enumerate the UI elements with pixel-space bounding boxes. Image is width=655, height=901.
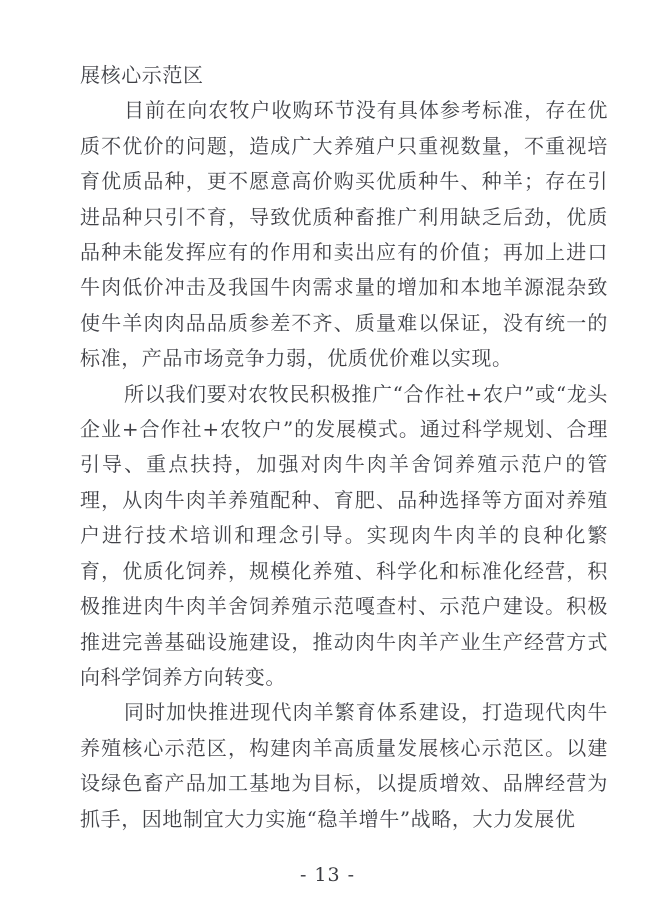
paragraph: 同时加快推进现代肉羊繁育体系建设，打造现代肉牛养殖核心示范区，构建肉羊高质量发展核心示范区。以建设绿色畜产品加工基地为目标，以提质增效、品牌经营为抓手，因地制宜大力实施“稳羊增牛”战略，大力发展优 (80, 700, 608, 831)
page-number: - 13 - (299, 864, 356, 886)
document-body (80, 58, 608, 837)
paragraph: 目前在向农牧户收购环节没有具体参考标准，存在优质不优价的问题，造成广大养殖户只重视数量，不重视培育优质品种，更不愿意高价购买优质种牛、种羊；存在引进品种只引不育，导致优质种畜推广利用缺乏后劲，优质品种未能发挥应有的作用和卖出应有的价值；再加上进口牛肉低价冲击及我国牛肉需求量的增加和本地羊源混杂致使牛羊肉肉品品质参差不齐、质量难以保证，没有统一的标准，产品市场竞争力弱，优质优价难以实现。 (80, 98, 608, 371)
paragraph: 所以我们要对农牧民积极推广“合作社+农户”或“龙头企业+合作社+农牧户”的发展模式。通过科学规划、合理引导、重点扶持，加强对肉牛肉羊舍饲养殖示范户的管理，从肉牛肉羊养殖配种、育肥、品种选择等方面对养殖户进行技术培训和理念引导。实现肉牛肉羊的良种化繁育，优质化饲养，规模化养殖、科学化和标准化经营，积极推进肉牛肉羊舍饲养殖示范嘎查村、示范户建设。积极推进完善基础设施建设，推动肉牛肉羊产业生产经营方式向科学饲养方向转变。 (80, 381, 608, 689)
paragraph-continuation: 展核心示范区 (80, 63, 204, 87)
